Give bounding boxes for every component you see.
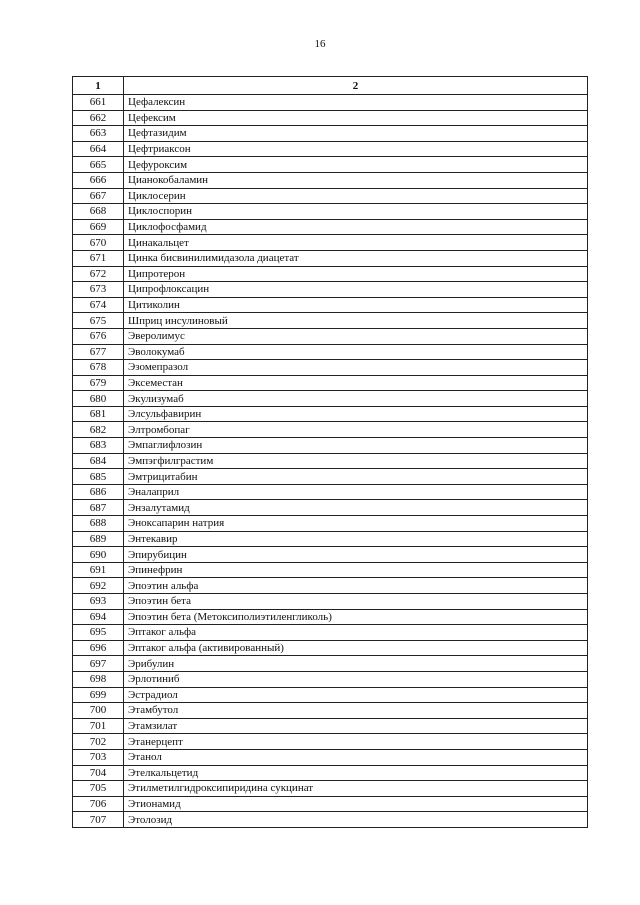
row-number: 668 bbox=[73, 204, 124, 220]
table-row bbox=[73, 609, 588, 625]
table-row bbox=[73, 110, 588, 126]
row-number: 704 bbox=[73, 765, 124, 781]
drug-name: Этионамид bbox=[124, 796, 588, 812]
row-number: 676 bbox=[73, 328, 124, 344]
table-row bbox=[73, 344, 588, 360]
table-row bbox=[73, 282, 588, 298]
row-number: 694 bbox=[73, 609, 124, 625]
drug-name: Этанол bbox=[124, 749, 588, 765]
row-number: 683 bbox=[73, 438, 124, 454]
drug-name: Цитиколин bbox=[124, 297, 588, 313]
drug-name: Цефексим bbox=[124, 110, 588, 126]
row-number: 673 bbox=[73, 282, 124, 298]
page-number: 16 bbox=[314, 38, 326, 50]
drug-name: Эпоэтин бета (Метоксиполиэтиленгликоль) bbox=[124, 609, 588, 625]
row-number: 685 bbox=[73, 469, 124, 485]
row-number: 693 bbox=[73, 594, 124, 610]
drug-name: Эпоэтин бета bbox=[124, 594, 588, 610]
table-row bbox=[73, 157, 588, 173]
drug-name: Эпинефрин bbox=[124, 562, 588, 578]
row-number: 698 bbox=[73, 671, 124, 687]
table-row bbox=[73, 188, 588, 204]
row-number: 687 bbox=[73, 500, 124, 516]
row-number: 695 bbox=[73, 625, 124, 641]
row-number: 670 bbox=[73, 235, 124, 251]
drug-name: Этамзилат bbox=[124, 718, 588, 734]
header-column-name: 2 bbox=[124, 77, 588, 95]
table-row bbox=[73, 640, 588, 656]
drug-name: Этилметилгидроксипиридина сукцинат bbox=[124, 781, 588, 797]
table-row bbox=[73, 297, 588, 313]
table-row bbox=[73, 95, 588, 111]
row-number: 684 bbox=[73, 453, 124, 469]
table-row bbox=[73, 266, 588, 282]
row-number: 671 bbox=[73, 250, 124, 266]
drug-name: Эпоэтин альфа bbox=[124, 578, 588, 594]
table-row bbox=[73, 453, 588, 469]
drug-name: Эксеместан bbox=[124, 375, 588, 391]
table-row bbox=[73, 469, 588, 485]
row-number: 681 bbox=[73, 406, 124, 422]
row-number: 696 bbox=[73, 640, 124, 656]
table-row bbox=[73, 547, 588, 563]
drug-name: Шприц инсулиновый bbox=[124, 313, 588, 329]
table-row bbox=[73, 749, 588, 765]
table-row bbox=[73, 360, 588, 376]
row-number: 662 bbox=[73, 110, 124, 126]
table-row bbox=[73, 812, 588, 828]
row-number: 686 bbox=[73, 484, 124, 500]
table-row bbox=[73, 765, 588, 781]
table-row bbox=[73, 219, 588, 235]
drug-name: Цианокобаламин bbox=[124, 172, 588, 188]
table-row bbox=[73, 562, 588, 578]
table-row bbox=[73, 422, 588, 438]
table-row bbox=[73, 204, 588, 220]
drug-name: Эверолимус bbox=[124, 328, 588, 344]
row-number: 700 bbox=[73, 703, 124, 719]
drug-name: Цефтриаксон bbox=[124, 141, 588, 157]
table-row bbox=[73, 406, 588, 422]
drug-name: Элсульфавирин bbox=[124, 406, 588, 422]
table-row bbox=[73, 671, 588, 687]
drug-name: Циклоспорин bbox=[124, 204, 588, 220]
drug-name: Цефуроксим bbox=[124, 157, 588, 173]
row-number: 666 bbox=[73, 172, 124, 188]
row-number: 697 bbox=[73, 656, 124, 672]
row-number: 703 bbox=[73, 749, 124, 765]
table-header-row bbox=[73, 77, 588, 95]
drug-name: Циклосерин bbox=[124, 188, 588, 204]
row-number: 667 bbox=[73, 188, 124, 204]
row-number: 669 bbox=[73, 219, 124, 235]
row-number: 682 bbox=[73, 422, 124, 438]
drug-name: Эптаког альфа (активированный) bbox=[124, 640, 588, 656]
header-column-number: 1 bbox=[73, 77, 124, 95]
row-number: 675 bbox=[73, 313, 124, 329]
table-row bbox=[73, 734, 588, 750]
row-number: 690 bbox=[73, 547, 124, 563]
table-row bbox=[73, 703, 588, 719]
row-number: 665 bbox=[73, 157, 124, 173]
drug-name: Ципрофлоксацин bbox=[124, 282, 588, 298]
row-number: 679 bbox=[73, 375, 124, 391]
table-row bbox=[73, 578, 588, 594]
row-number: 707 bbox=[73, 812, 124, 828]
table-row bbox=[73, 172, 588, 188]
row-number: 664 bbox=[73, 141, 124, 157]
row-number: 672 bbox=[73, 266, 124, 282]
table-row bbox=[73, 516, 588, 532]
drug-name: Эрлотиниб bbox=[124, 671, 588, 687]
drug-name: Эналаприл bbox=[124, 484, 588, 500]
table-row bbox=[73, 250, 588, 266]
drug-name: Эптаког альфа bbox=[124, 625, 588, 641]
row-number: 688 bbox=[73, 516, 124, 532]
table-row bbox=[73, 375, 588, 391]
table-row bbox=[73, 594, 588, 610]
drug-name: Эрибулин bbox=[124, 656, 588, 672]
table-row bbox=[73, 313, 588, 329]
table-row bbox=[73, 625, 588, 641]
drug-name: Цинакальцет bbox=[124, 235, 588, 251]
table-row bbox=[73, 500, 588, 516]
row-number: 674 bbox=[73, 297, 124, 313]
table-row bbox=[73, 391, 588, 407]
table-row bbox=[73, 141, 588, 157]
drug-name: Эмпэгфилграстим bbox=[124, 453, 588, 469]
drug-name: Этелкальцетид bbox=[124, 765, 588, 781]
drug-name: Энзалутамид bbox=[124, 500, 588, 516]
row-number: 692 bbox=[73, 578, 124, 594]
table-row bbox=[73, 531, 588, 547]
drug-name: Этолозид bbox=[124, 812, 588, 828]
drug-name: Цефалексин bbox=[124, 95, 588, 111]
table-row bbox=[73, 126, 588, 142]
drug-name: Эстрадиол bbox=[124, 687, 588, 703]
table-row bbox=[73, 328, 588, 344]
drug-name: Циклофосфамид bbox=[124, 219, 588, 235]
table-row bbox=[73, 718, 588, 734]
table-row bbox=[73, 796, 588, 812]
drug-name: Эноксапарин натрия bbox=[124, 516, 588, 532]
drug-name: Этанерцепт bbox=[124, 734, 588, 750]
row-number: 663 bbox=[73, 126, 124, 142]
row-number: 706 bbox=[73, 796, 124, 812]
row-number: 661 bbox=[73, 95, 124, 111]
row-number: 678 bbox=[73, 360, 124, 376]
table-row bbox=[73, 656, 588, 672]
drug-name: Эмтрицитабин bbox=[124, 469, 588, 485]
drug-name: Энтекавир bbox=[124, 531, 588, 547]
row-number: 691 bbox=[73, 562, 124, 578]
drug-name: Элтромбопаг bbox=[124, 422, 588, 438]
drug-name: Эзомепразол bbox=[124, 360, 588, 376]
drug-name: Эмпаглифлозин bbox=[124, 438, 588, 454]
drug-name: Ципротерон bbox=[124, 266, 588, 282]
drug-name: Этамбутол bbox=[124, 703, 588, 719]
row-number: 701 bbox=[73, 718, 124, 734]
table-row bbox=[73, 687, 588, 703]
table-row bbox=[73, 235, 588, 251]
drug-name: Экулизумаб bbox=[124, 391, 588, 407]
row-number: 677 bbox=[73, 344, 124, 360]
drug-name: Эпирубицин bbox=[124, 547, 588, 563]
drug-name: Эволокумаб bbox=[124, 344, 588, 360]
drug-name: Цинка бисвинилимидазола диацетат bbox=[124, 250, 588, 266]
row-number: 689 bbox=[73, 531, 124, 547]
table-row bbox=[73, 781, 588, 797]
drug-list-table bbox=[72, 76, 588, 828]
row-number: 699 bbox=[73, 687, 124, 703]
row-number: 702 bbox=[73, 734, 124, 750]
row-number: 680 bbox=[73, 391, 124, 407]
row-number: 705 bbox=[73, 781, 124, 797]
table-row bbox=[73, 438, 588, 454]
table-row bbox=[73, 484, 588, 500]
drug-name: Цефтазидим bbox=[124, 126, 588, 142]
